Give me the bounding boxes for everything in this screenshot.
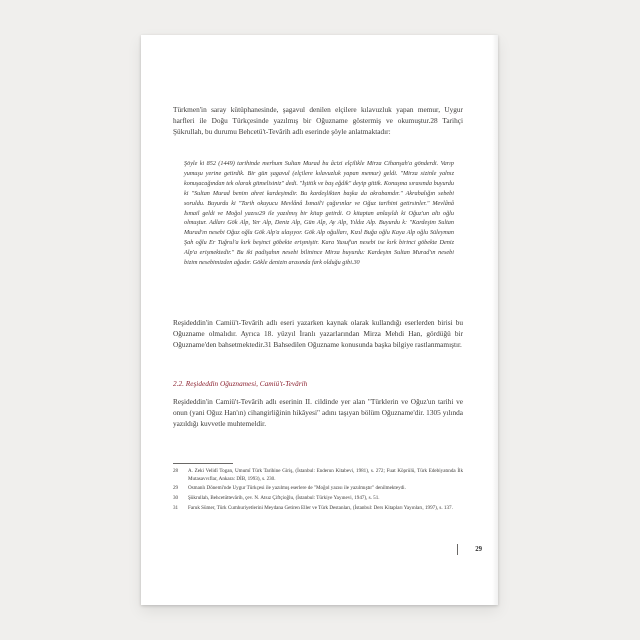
footnote-text: Faruk Sümer, Türk Cumhuriyetlerini Meydana Getiren Eller ve Türk Destanları, (İstanbul: Ders Kitapları Yayınları, 1997), s. 137. [188,504,453,511]
book-page [141,35,498,605]
paragraph-3: Reşideddin'in Camiü't-Tevârih adlı eserinin II. cildinde yer alan "Türklerin ve Oğuz'un tarihi ve onun (yani Oğuz Han'ın) cihangirliğinin hikâyesi" adını taşıyan bölüm Oğuzname'dir. 1305 yılında yazıldığı kuvvetle muhtemeldir. [173,397,463,428]
footnote-number: 28 [173,468,179,474]
footnotes [173,468,463,514]
section-heading: 2.2. Reşideddin Oğuznamesi, Camiü't-Tevârih [173,379,308,388]
block-quote: Şöyle ki 852 (1449) tarihinde merhum Sultan Murad bu âcizi elçilikle Mirza Cihanşah'a gönderdi. Varıp yumuşu yerine getirdik. Bir gün şagavul (elçilere kılavuzluk yapan memur) geldi. "Mirza sizinle yalnız konuşacağından tek olarak gitmelisiniz" dedi. "İştitik ve baş eğdik" deyip gittik. Konuşma sırasında buyurdu ki "Sultan Murad benim ahret kardeşimdir. Bu kardeşlikten başka da akrabamdır." Akrabalığın sebebi soruldu. Buyurdu ki "Tarih okuyucu Mevlânâ İsmail'i çağırınlar ve Oğuz tarihini getirsinler." Mevlânâ İsmail geldi ve Moğol yazısı29 ile yazılmış bir kitap getirdi. O kitaptan anlaşıldı ki Oğuz'un altı oğlu olmuştur. Adları Gök Alp, Yer Alp, Deniz Alp, Gün Alp, Ay Alp, Yıldız Alp. Buyurdu k: "Kardeşim Sultan Murad'ın nesebi Oğuz oğlu Gök Alp'a ulaşıyor. Gök Alp oğulları, Kızıl Buğa oğlu Kaya Alp oğlu Süleyman Şah oğlu Er Tuğrul'a kırk beşinci göbekte erişmiştir. Kara Yusuf'un nesebi ise kırk birinci göbekte Deniz Alp'a erişmektedir." Bu iki padişahın nesebi bilinince Mirza buyurdu: Kardeşim Sultan Murad'ın nesebi bizim nesebimizden ağadır. Gökle denizin arasında fark olduğu gibi.30 [184,160,454,267]
paragraph-2: Reşideddin'in Camiü't-Tevârih adlı eseri yazarken kaynak olarak kullandığı eserlerden birisi bu Oğuzname olmalıdır. Ayrıca 18. yüzyıl İranlı yazarlarından Mirza Mehdi Han, gördüğü bir Oğuzname'den bahsetmektedir.31 Bahsedilen Oğuzname konusunda başka bilgiye rastlanmamıştır. [173,318,463,349]
paragraph-1: Türkmen'in saray kütüphanesinde, şagavul denilen elçilere kılavuzluk yapan memur, Uygur harfleri ile Doğu Türkçesinde yazılmış bir Oğuzname göstermiş ve okumuştur.28 Tarihçi Şükrullah, bu durumu Behcetü't-Tevârih adlı eserinde şöyle anlatmaktadır: [173,105,463,136]
footnote-number: 31 [173,504,179,511]
page-number: 29 [457,544,482,555]
footnote-separator [173,463,233,464]
footnote [173,468,463,483]
footnote-text: A. Zeki Velidî Togan, Umumî Türk Tarihine Giriş, (İstanbul: Enderun Kitabevi, 1981), s. 272; Fuat Köprülü, Türk Edebiyatında İlk Mutasavvıflar, Ankara: DİB, 1993), s. 230. [188,468,463,482]
footnote [173,485,463,493]
footnote [173,505,463,513]
footnote-number: 30 [173,494,179,501]
footnote-number: 29 [173,485,179,492]
footnote-text: Şükrullah, Behcetüttevârih, çev. N. Atsız Çiftçioğlu, (İstanbul: Türkiye Yayınevi, 1947), s. 51. [188,494,380,501]
footnote [173,495,463,503]
footnote-text: Osmanlı Dönemi'nde Uygur Türkçesi ile yazılmış eserlere de "Moğol yazısı ile yazılmıştır" denilmekteydi. [188,485,406,492]
